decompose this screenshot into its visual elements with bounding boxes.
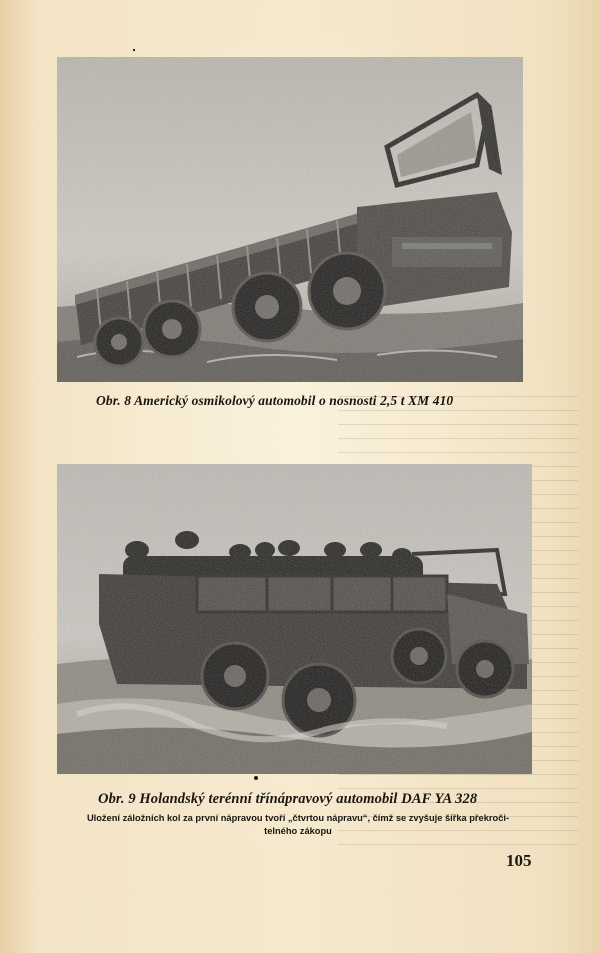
page-number: 105 — [506, 851, 532, 870]
figure-9-note-line-2: telného zákopu — [264, 826, 332, 836]
figure-8-photo — [57, 57, 523, 382]
print-mark — [133, 49, 135, 51]
figure-9-note-line-1: Uložení záložních kol za první nápravou tvoří „čtvrtou nápravu“, čímž se zvyšuje šířka překroči- — [86, 813, 510, 823]
figure-9-caption: Obr. 9 Holandský terénní třínápravový automobil DAF YA 328 — [98, 791, 478, 807]
figure-9-photo — [57, 464, 532, 774]
print-dot — [254, 776, 258, 780]
figure-8-caption: Obr. 8 Americký osmikolový automobil o nosnosti 2,5 t XM 410 — [96, 393, 454, 408]
